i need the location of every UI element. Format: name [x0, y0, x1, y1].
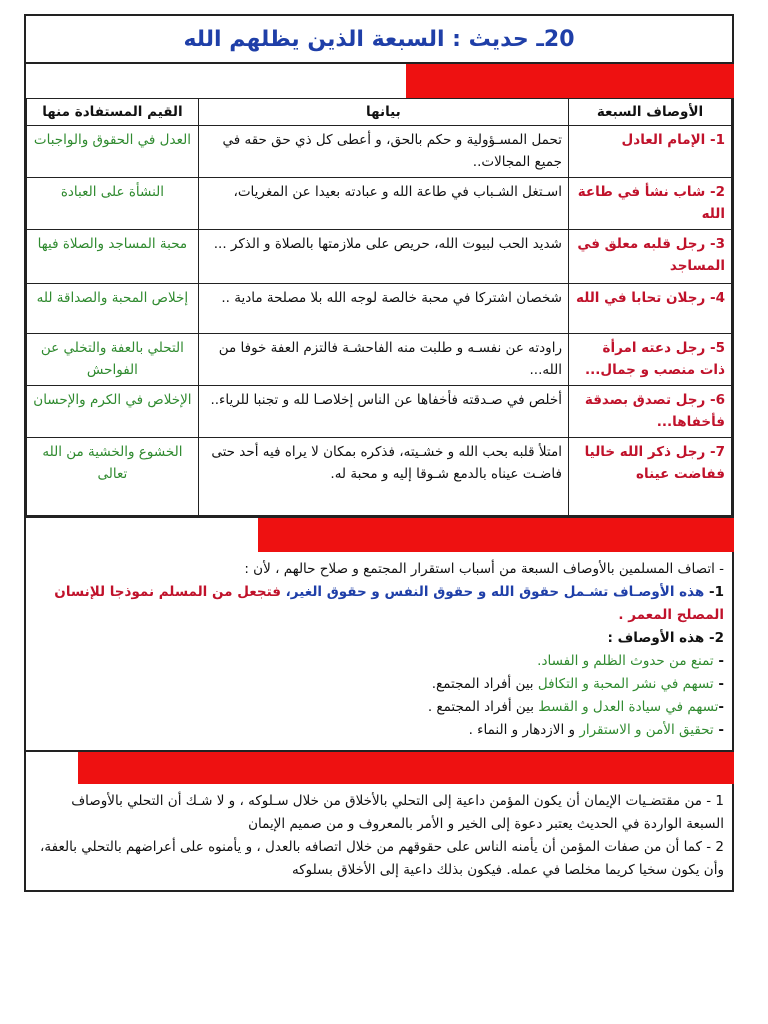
trait-cell: 3- رجل قلبه معلق في المساجد: [568, 230, 731, 284]
value-cell: العدل في الحقوق والواجبات: [27, 126, 199, 178]
table-row: [27, 178, 732, 230]
explanation-cell: راودته عن نفسـه و طلبت منه الفاحشـة فالتزم العفة خوفا من الله...: [198, 334, 568, 386]
table-header-row: [27, 99, 732, 126]
faith-point-1: 1 - من مقتضـيات الإيمان أن يكون المؤمن داعية إلى التحلي بالأخلاق من خلال سـلوكه ، و لا شـك أن التحلي بالأوصاف السبعة الواردة في الحديث يعتبر دعوة إلى الخير و الأمر بالمعروف و من صميم الإيمان: [71, 793, 724, 832]
explanation-cell: تحمل المسـؤولية و حكم بالحق، و أعطى كل ذي حق حقه في جميع المجالات..: [198, 126, 568, 178]
header-values: القيم المستفادة منها: [27, 99, 199, 126]
section-header-1: [26, 64, 732, 98]
list-item: - تحقيق الأمن و الاستقرار و الازدهار و النماء .: [468, 722, 724, 738]
section-header-3: [26, 752, 732, 786]
trait-cell: 6- رجل تصدق بصدقة فأخفاها...: [568, 386, 731, 438]
page-title: 20ـ حديث : السبعة الذين يظلهم الله: [183, 26, 575, 52]
trait-cell: 1- الإمام العادل: [568, 126, 731, 178]
value-cell: الإخلاص في الكرم والإحسان: [27, 386, 199, 438]
value-cell: إخلاص المحبة والصداقة لله: [27, 284, 199, 334]
explanation-cell: أخلص في صـدقته فأخفاها عن الناس إخلاصـا لله و تجنبا للرياء..: [198, 386, 568, 438]
list-item: -تسهم في سيادة العدل و القسط بين أفراد المجتمع .: [427, 699, 724, 715]
table-row: [27, 230, 732, 284]
list-item: - تسهم في نشر المحبة و التكافل بين أفراد المجتمع.: [431, 676, 724, 692]
faith-point-2: 2 - كما أن من صفات المؤمن أن يأمنه الناس على حقوقهم من خلال اتصافه بالعدل ، و يأمنوه على أعراضهم بالتحلي بالعفة، وأن يكون سخيا كريما مخلصا في عمله. فيكون بذلك داعية إلى الأخلاق بسلوكه: [40, 839, 724, 878]
red-banner: [406, 64, 734, 98]
value-cell: محبة المساجد والصلاة فيها: [27, 230, 199, 284]
trait-cell: 7- رجل ذكر الله خاليا ففاضت عيناه: [568, 438, 731, 516]
faith-content: [26, 786, 732, 890]
value-cell: التحلي بالعفة والتخلي عن الفواحش: [27, 334, 199, 386]
document-frame: [24, 14, 734, 892]
red-banner: [78, 752, 734, 784]
table-row: [27, 438, 732, 516]
section-stability: [26, 516, 732, 750]
traits-table: [26, 98, 732, 516]
stability-point-2: 2- هذه الأوصاف :: [607, 630, 724, 646]
header-traits: الأوصاف السبعة: [568, 99, 731, 126]
table-row: [27, 284, 732, 334]
title-bar: [26, 16, 732, 64]
value-cell: النشأة على العبادة: [27, 178, 199, 230]
trait-cell: 4- رجلان تحابا في الله: [568, 284, 731, 334]
stability-content: [26, 552, 732, 750]
explanation-cell: اسـتغل الشـباب في طاعة الله و عبادته بعيدا عن المغريات،: [198, 178, 568, 230]
list-item: - تمنع من حدوث الظلم و الفساد.: [537, 653, 724, 669]
section-faith: [26, 750, 732, 890]
stability-intro: - اتصاف المسلمين بالأوصاف السبعة من أسباب استقرار المجتمع و صلاح حالهم ، لأن :: [244, 561, 724, 577]
stability-point-1: 1- هذه الأوصـاف تشـمل حقوق الله و حقوق النفس و حقوق الغير، فتجعل من المسلم نموذجا للإنسان المصلح المعمر .: [54, 584, 724, 623]
header-explanation: بيانها: [198, 99, 568, 126]
table-row: [27, 386, 732, 438]
red-banner: [258, 518, 734, 552]
explanation-cell: شديد الحب لبيوت الله، حريص على ملازمتها بالصلاة و الذكر ...: [198, 230, 568, 284]
table-row: [27, 126, 732, 178]
trait-cell: 2- شاب نشأ في طاعة الله: [568, 178, 731, 230]
trait-cell: 5- رجل دعته امرأة ذات منصب و جمال...: [568, 334, 731, 386]
table-row: [27, 334, 732, 386]
explanation-cell: امتلأ قلبه بحب الله و خشـيته، فذكره بمكان لا يراه فيه أحد حتى فاضـت عيناه بالدمع شـوقا إليه و محبة له.: [198, 438, 568, 516]
explanation-cell: شخصان اشتركا في محبة خالصة لوجه الله بلا مصلحة مادية ..: [198, 284, 568, 334]
section-header-2: [26, 518, 732, 552]
value-cell: الخشوع والخشية من الله تعالى: [27, 438, 199, 516]
